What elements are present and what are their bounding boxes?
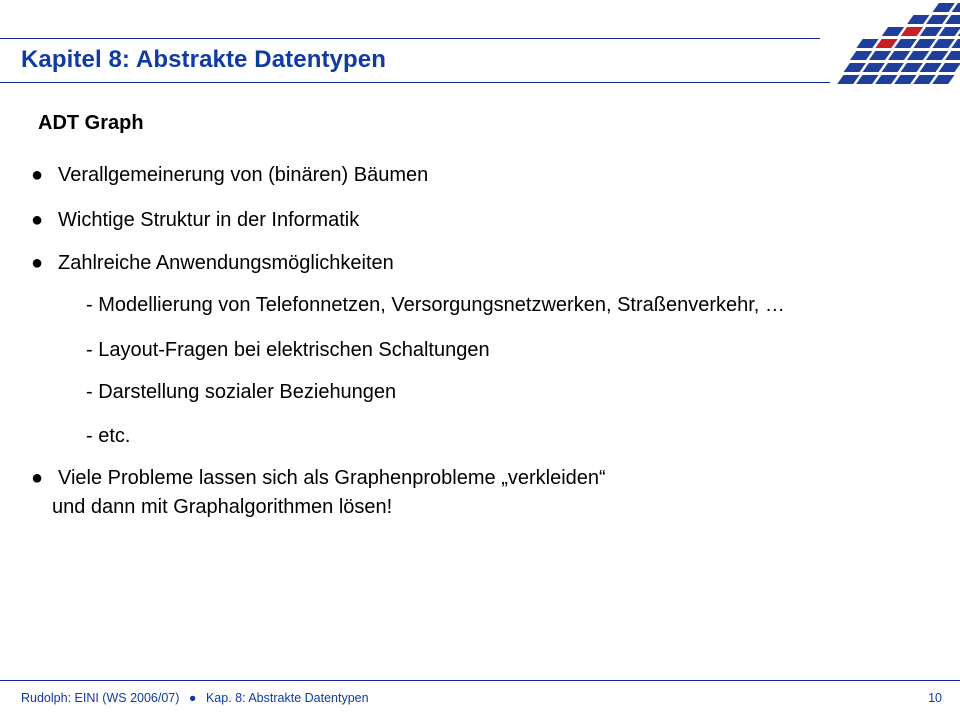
- page-title: Kapitel 8: Abstrakte Datentypen: [21, 46, 386, 73]
- logo-blue-block: [882, 63, 904, 72]
- top-rule: [0, 38, 820, 39]
- page-number: 10: [928, 691, 942, 705]
- logo-blue-block: [882, 27, 904, 36]
- logo-blue-block: [920, 27, 942, 36]
- logo-blue-block: [907, 51, 929, 60]
- logo-blue-block: [926, 51, 948, 60]
- university-logo-icon: [822, 0, 960, 86]
- logo-blue-block: [856, 39, 878, 48]
- bullet-text: Viele Probleme lassen sich als Graphenprobleme „verkleiden“: [58, 467, 606, 489]
- section-heading: ADT Graph: [38, 112, 144, 134]
- logo-red-block: [901, 27, 923, 36]
- sub-item: - etc.: [86, 425, 131, 447]
- footer-rule: [0, 680, 960, 681]
- footer-author-course: Rudolph: EINI (WS 2006/07): [21, 691, 180, 705]
- logo-blue-block: [913, 39, 935, 48]
- logo-blue-block: [894, 75, 916, 84]
- sub-item: - Layout-Fragen bei elektrischen Schaltungen: [86, 339, 490, 361]
- logo-blue-block: [837, 75, 859, 84]
- bullet-icon: ●: [31, 164, 44, 186]
- logo-blue-block: [869, 51, 891, 60]
- logo-blue-block: [863, 63, 885, 72]
- logo-blue-block: [939, 63, 960, 72]
- logo-blue-block: [888, 51, 910, 60]
- bullet-continuation: und dann mit Graphalgorithmen lösen!: [52, 496, 393, 518]
- logo-blue-block: [932, 75, 954, 84]
- title-underline: [0, 82, 830, 83]
- logo-blue-block: [901, 63, 923, 72]
- bullet-text: Wichtige Struktur in der Informatik: [58, 209, 360, 231]
- logo-blue-block: [913, 75, 935, 84]
- sub-item: - Modellierung von Telefonnetzen, Versorgungsnetzwerken, Straßenverkehr, …: [86, 294, 785, 316]
- logo-blue-block: [894, 39, 916, 48]
- logo-blue-block: [920, 63, 942, 72]
- footer-chapter: Kap. 8: Abstrakte Datentypen: [205, 691, 369, 705]
- logo-blue-block: [856, 75, 878, 84]
- logo-blue-block: [933, 3, 955, 12]
- logo-red-block: [875, 39, 897, 48]
- logo-blue-block: [939, 27, 960, 36]
- sub-item: - Darstellung sozialer Beziehungen: [86, 381, 397, 403]
- bullet-icon: ●: [31, 209, 44, 231]
- logo-blue-block: [875, 75, 897, 84]
- bullet-icon: ●: [31, 467, 44, 489]
- bullet-text: Verallgemeinerung von (binären) Bäumen: [58, 164, 429, 186]
- logo-blue-block: [907, 15, 929, 24]
- logo-blue-block: [932, 39, 954, 48]
- bullet-text: Zahlreiche Anwendungsmöglichkeiten: [58, 252, 394, 274]
- logo-blue-block: [926, 15, 948, 24]
- logo-blue-block: [844, 63, 866, 72]
- footer-separator: ●: [188, 691, 197, 705]
- footer-info: [21, 691, 369, 705]
- bullet-icon: ●: [31, 252, 44, 274]
- logo-blue-block: [850, 51, 872, 60]
